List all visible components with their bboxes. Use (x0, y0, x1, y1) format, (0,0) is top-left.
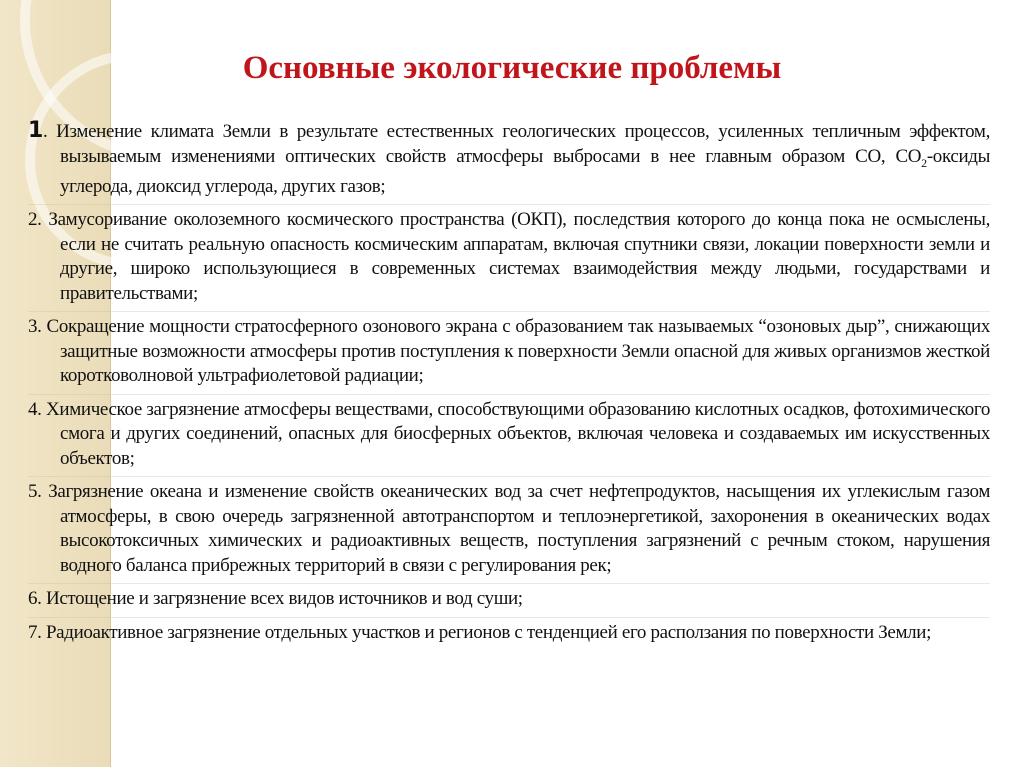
problem-list (28, 116, 990, 650)
item-text: -оксиды углерода, диоксид углерода, других газов; (60, 145, 990, 197)
item-number: 1 (28, 118, 43, 143)
list-item: 7. Радиоактивное загрязнение отдельных участков и регионов с тенденцией его расползания по поверхности Земли; (28, 621, 932, 643)
list-item: 2. Замусоривание околоземного космического пространства (ОКП), последствия которого до конца пока не осмыслены, если не считать реальную опасность космическим аппаратам, включая спутники связи, локации поверхности земли и другие, широко использующиеся в современных системах взаимодействия между людьми, государствами и правительствами; (28, 205, 990, 312)
list-item: 6. Истощение и загрязнение всех видов источников и вод суши; (28, 584, 990, 618)
list-item: 3. Сокращение мощности стратосферного озонового экрана с образованием так называемых “озоновых дыр”, снижающих защитные возможности атмосферы против поступления к поверхности Земли опасной для живых организмов жесткой коротковолновой ультрафиолетовой радиации; (28, 312, 990, 395)
list-item: 5. Загрязнение океана и изменение свойств океанических вод за счет нефтепродуктов, насыщения их углекислым газом атмосферы, в свою очередь загрязненной автотранспортом и теплоэнергетикой, захоронения в океанических водах высокотоксичных химических и радиоактивных веществ, поступления загрязнений с речным стоком, нарушения водного баланса прибрежных территорий в связи с регулирования рек; (28, 477, 990, 584)
item-text: . Изменение климата Земли в результате естественных геологических процессов, усиленных тепличным эффектом, вызываемым изменениями оптических свойств атмосферы выбросами в нее главным образом CO, CO (42, 121, 990, 167)
list-item (28, 116, 990, 205)
subscript: 2 (921, 155, 927, 170)
slide-title: Основные экологические проблемы (242, 50, 782, 86)
list-item: 4. Химическое загрязнение атмосферы веществами, способствующими образованию кислотных осадков, фотохимического смога и других соединений, опасных для биосферных объектов, включая человека и создаваемых им искусственных объектов; (28, 395, 990, 478)
